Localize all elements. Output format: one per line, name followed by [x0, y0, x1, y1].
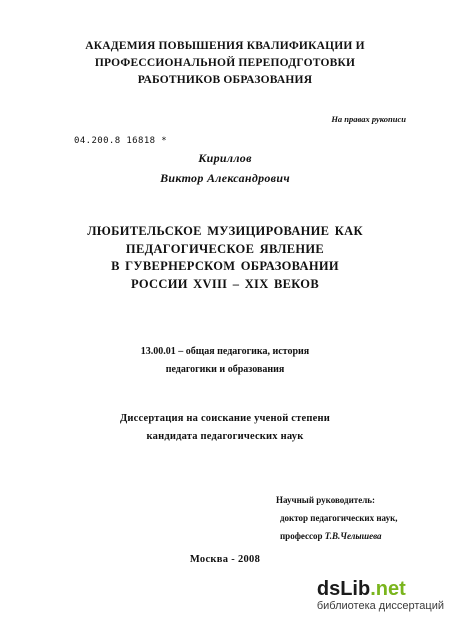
- degree-line: кандидата педагогических наук: [146, 431, 304, 442]
- author-surname: Кириллов: [198, 151, 252, 165]
- institution-line: РАБОТНИКОВ ОБРАЗОВАНИЯ: [137, 74, 313, 86]
- title-line: ПЕДАГОГИЧЕСКОЕ ЯВЛЕНИЕ: [125, 241, 325, 256]
- supervisor-title: доктор педагогических наук,: [280, 513, 398, 523]
- title-line: ЛЮБИТЕЛЬСКОЕ МУЗИЦИРОВАНИЕ КАК: [87, 224, 363, 238]
- specialty-line: педагогики и образования: [165, 364, 285, 375]
- title-line: В ГУВЕРНЕРСКОМ ОБРАЗОВАНИИ: [111, 259, 339, 273]
- degree-line: Диссертация на соискание ученой степени: [120, 413, 330, 424]
- dissertation-title: [0, 223, 450, 293]
- specialty-code: [0, 343, 450, 379]
- manuscript-note: На правах рукописи: [331, 114, 406, 124]
- author-block: [0, 148, 450, 188]
- degree-statement: [0, 410, 450, 446]
- dslib-logo-main: dsLib: [316, 578, 371, 600]
- institution-line: ПРОФЕССИОНАЛЬНОЙ ПЕРЕПОДГОТОВКИ: [94, 57, 356, 69]
- supervisor-rank-line: [276, 527, 398, 545]
- supervisor-rank: профессор: [280, 531, 323, 541]
- dslib-subtitle: библиотека диссертаций: [316, 600, 444, 612]
- dslib-logo: [317, 578, 444, 600]
- supervisor-name: Т.В.Челышева: [324, 531, 382, 541]
- dslib-watermark: [317, 578, 444, 613]
- institution-line: АКАДЕМИЯ ПОВЫШЕНИЯ КВАЛИФИКАЦИИ И: [85, 40, 365, 52]
- dslib-logo-tld: .net: [370, 578, 406, 600]
- author-given-names: Виктор Александрович: [160, 171, 290, 185]
- specialty-line: 13.00.01 – общая педагогика, история: [140, 346, 310, 357]
- library-stamp: 04.200.8 16818 *: [74, 136, 168, 146]
- supervisor-block: [276, 491, 398, 545]
- institution-header: [0, 38, 450, 89]
- title-line: РОССИИ XVIII – XIX ВЕКОВ: [131, 276, 319, 291]
- city-year: Москва - 2008: [189, 554, 261, 565]
- supervisor-heading: Научный руководитель:: [276, 495, 375, 505]
